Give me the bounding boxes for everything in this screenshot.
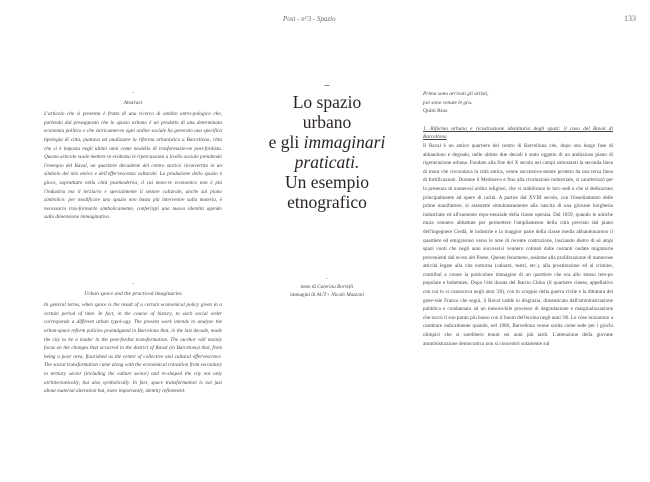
epigraph-line-2: poi sono venute le gru. [423,99,473,106]
abstract-section [44,90,222,222]
section-title: 1. Riforma urbana e ricostruzione identitaria degli spazi: il caso del Raval di Barcellona [423,125,613,141]
body-text: Il Raval è un antico quartiere del centro di Barcellona che, dopo una lungo fase di abbandono e degrado, nelle ultime due decadi è stato oggetto di un ambizioso piano di rigenerazione urbana. Fondato alla fine del X secolo nei campi sottostanti la seconda linea di mura che circondava la città antica, venne successiva-mente protetto da una terza linea di fortificazioni. Durante il Medioevo e fino alla rivoluzione industriale, si caratterizzò per la presenza di numerosi ordini religiosi, che vi stabilirono le loro sedi e che si dedicarono principalmente ad opere di carità. A partire dal XVIII secolo, con l'insediamento delle prime manifatture, si assistette simultaneamente alla nascita di una giovane borghesia industriale ed all'aumento espo-nenziale della classe operaia. Dal 1859, quando le antiche mura vennero abbattute per permettere l'ampliamento della città previsto dal piano dell'ingegnere Cerdà, le industrie e la maggior parte della classe media abbandonarono il quartiere ed emigrarono verso le aree di recente costruzione, lasciando dietro di sé ampi spazi vuoti che negli anni successivi vennero colmati dalle costanti ondate migratorie provenienti dal re-sto del Paese. Questo fenomeno, assieme alla proliferazione di numerose attività legate alla vita notturna (cabaret, teatri, etc.), alla prostituzione ed al crimine, contribuì a creare la particolare immagine di un quartiere che era allo stesso tem-po popolare e bohemien. Dopo l'età dorata del Barrio Chino (il quartiere cinese, appellativo con cui lo si conosceva negli anni '20), con lo scoppio della guerra civile e la dittatura del gene-rale Franco che seguì, il Raval cadde in disgrazia, dimenticato dall'amministrazione pubblica e condannato ad un inesora-bile processo di degradazione e marginalizzazione che toccò il suo punto più basso con il boom dell'eroina negli anni '80. Le cose iniziarono a cambiare radicalmente quando, nel 1986, Barcellona venne scelta come sede per i giochi olimpici che si sarebbero tenuti sei anni più tardi. L'attenzione della giovane amministrazione democratica non si concentrò solamente sul [423,142,613,347]
epigraph-author: Quim Rius [423,108,448,115]
title-line-3 [236,132,418,152]
title-line-4: praticati. [294,152,360,172]
credits-dash: - [326,276,328,282]
article-title-block [236,80,418,212]
title-line-3-italic: immaginari [303,132,386,152]
title-line-5: Un esempio [284,172,370,192]
epigraph-line-1: Prima sono arrivati gli artisti, [423,91,489,97]
abstract-dash: - [132,91,134,96]
abstract-text: L'articolo che si presenta è frutto di una ricerca di ambito antro-pologico che, partendo dal presupposto che lo spazio urbano è un prodotto di una determinata economia politica e che storicamen-te ogni ordine sociale ha generato una specifica tipologia di città, puntava ad analizzare la riforma urbanistica a Barcellona, città che si è imposta negli ultimi anni come modello di trasformazio-ne post-fordista. Questo articolo vuole mettere in evidenza le ripercussioni a livello sociale prendendo l'esempio del Raval, un quartiere decadente del centro storico riconvertito in un simbolo del mix etnico e dell'effervescenza culturale. La produzione dello spazio è gioco, soprattutto nella città postmoderna, il cui moto-re economico non è più l'industria ma il terziario e specialmente il settore culturale, anche sul piano simbolico: per modificare uno spazio non basta più intervenire sulla materia, è necessario tras-formarlo simbolicamente, conferirgli una nuova identità agendo sulla dimensione immaginativa. [44,111,222,221]
page-number: 133 [624,14,636,23]
text-credit: testo di Caterina Borrelli [300,284,354,290]
english-abstract-text: In general terms, when space is the result of a certain economical policy given in a certain period of time. In fact, in the course of history, to each social order corresponds a different urban typol-ogy. The present work intends to analyze the urban-space reform policies promulgated in Barcelona that, in the last decade, made the city to be a leader in the post-fordist transformation. The au-thor will mainly focus on the changes that occurred in the district of Raval (in Barcelona) that, from being a poor area, flourished as the center of collective and cultural effervescence. The social transformation came along with the economical transition from secondary to tertiary sector (including the culture sector) and re-shaped the city not only architectonically, but also symbolically. In fact, space transformation is not just about material alteration but, more importantly, identity refinement. [44,302,222,395]
title-dash: – [324,80,330,91]
images-credit: immagini di AUT+ Nicolò Mazzoni [290,292,364,298]
abstract-title: Abstract [123,99,143,106]
title-line-3-plain: e gli [268,132,304,152]
article-body [423,90,613,348]
article-credits [236,275,418,299]
title-line-6: etnografico [287,192,367,212]
title-line-1: Lo spazio [292,92,362,112]
running-header [0,12,650,26]
english-dash: - [132,282,134,287]
photographer-name: AUT+ Nicolò Mazzoni [316,292,364,298]
english-abstract-section [44,281,222,396]
author-name: Caterina Borrelli [317,284,354,290]
title-line-2: urbano [302,112,352,132]
running-title: Post - n°3 - Spazio [283,15,336,23]
english-title: Urban space and the practiced imaginaries [84,290,182,297]
